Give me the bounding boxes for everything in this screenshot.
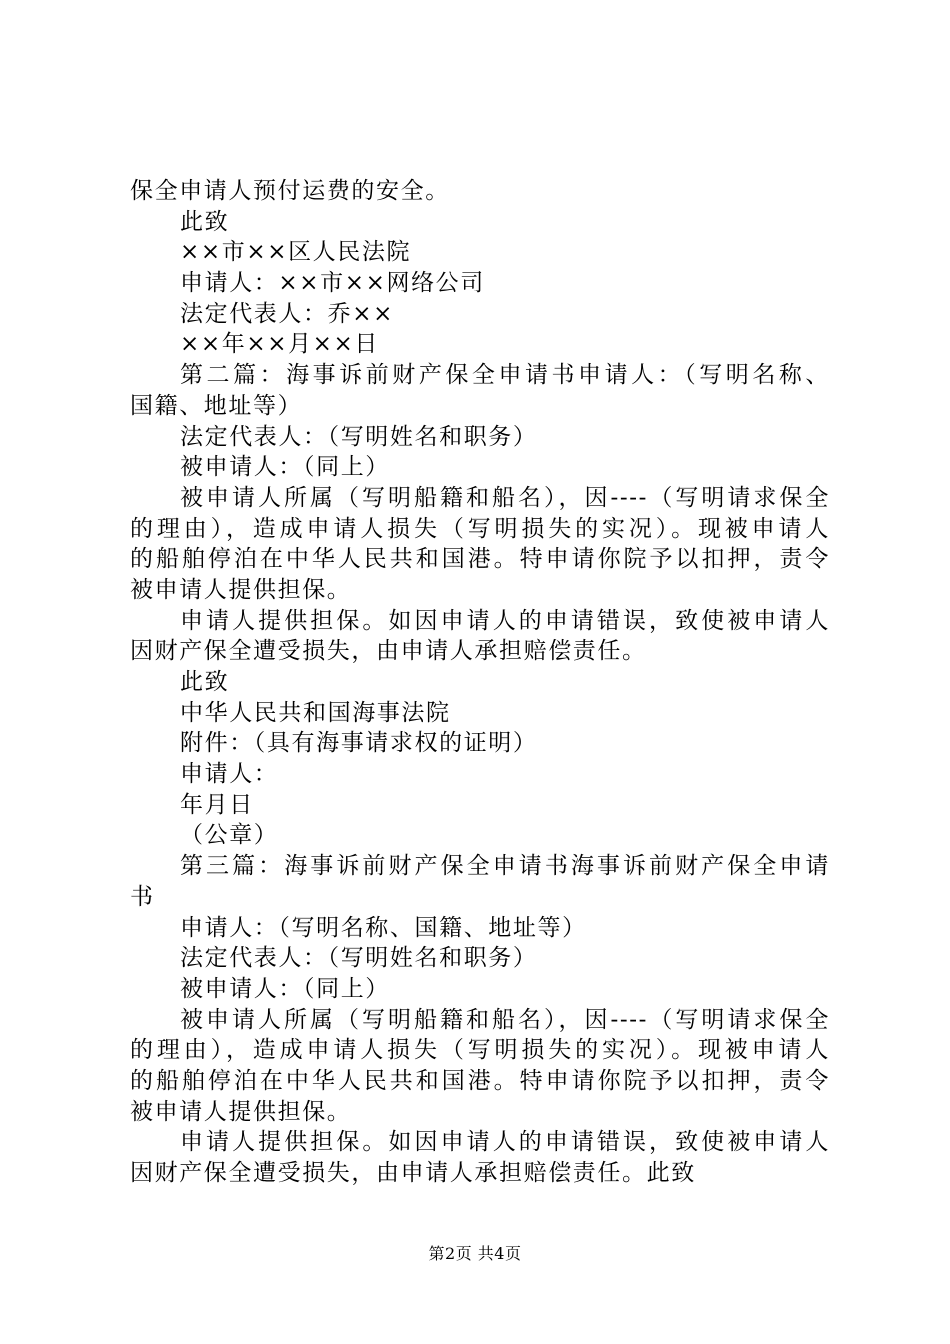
section-heading-3: 第三篇：海事诉前财产保全申请书海事诉前财产保全申请: [180, 853, 830, 880]
text-line: 的船舶停泊在中华人民共和国港。特申请你院予以扣押，责令: [130, 546, 830, 573]
text-line: 年月日: [180, 791, 254, 818]
text-line: 被申请人提供担保。: [130, 1098, 352, 1125]
text-line: 法定代表人：（写明姓名和职务）: [180, 945, 538, 972]
text-line: 因财产保全遭受损失，由申请人承担赔偿责任。: [130, 638, 647, 665]
text-line: 保全申请人预付运费的安全。: [130, 178, 450, 204]
document-body: [130, 176, 830, 1189]
text-line: 附件：（具有海事请求权的证明）: [180, 730, 538, 757]
text-line: 中华人民共和国海事法院: [180, 699, 451, 726]
text-line: 的理由），造成申请人损失（写明损失的实况）。现被申请人: [130, 1037, 830, 1064]
section-heading-2: 第二篇：海事诉前财产保全申请书申请人：（写明名称、: [180, 362, 830, 389]
text-line: 此致: [180, 669, 230, 695]
text-line: 申请人提供担保。如因申请人的申请错误，致使被申请人: [180, 607, 830, 634]
text-line: 的船舶停泊在中华人民共和国港。特申请你院予以扣押，责令: [130, 1067, 830, 1094]
text-line: 被申请人：（同上）: [180, 975, 390, 1002]
text-line: 被申请人提供担保。: [130, 576, 352, 603]
text-line: 的理由），造成申请人损失（写明损失的实况）。现被申请人: [130, 515, 830, 542]
text-line: 此致: [180, 208, 230, 235]
text-line: 被申请人所属（写明船籍和船名），因----（写明请求保全: [180, 484, 830, 511]
text-line: ××市××区人民法院: [180, 239, 412, 266]
text-line: 申请人：××市××网络公司: [180, 270, 485, 297]
text-line: 申请人提供担保。如因申请人的申请错误，致使被申请人: [180, 1129, 830, 1156]
text-line: ××年××月××日: [180, 331, 380, 358]
text-line: 书: [130, 883, 155, 910]
text-line: 因财产保全遭受损失，由申请人承担赔偿责任。此致: [130, 1160, 696, 1186]
text-line: 法定代表人：（写明姓名和职务）: [180, 423, 538, 450]
page-number-footer: 第2页 共4页: [428, 1244, 522, 1263]
text-line: 被申请人所属（写明船籍和船名），因----（写明请求保全: [180, 1006, 830, 1033]
text-line: 申请人：: [180, 761, 279, 788]
text-line: 申请人：（写明名称、国籍、地址等）: [180, 914, 587, 941]
text-line: 国籍、地址等）: [130, 392, 303, 419]
text-line: 被申请人：（同上）: [180, 454, 390, 481]
text-line: 法定代表人：乔××: [180, 300, 394, 327]
text-line: （公章）: [180, 822, 279, 849]
